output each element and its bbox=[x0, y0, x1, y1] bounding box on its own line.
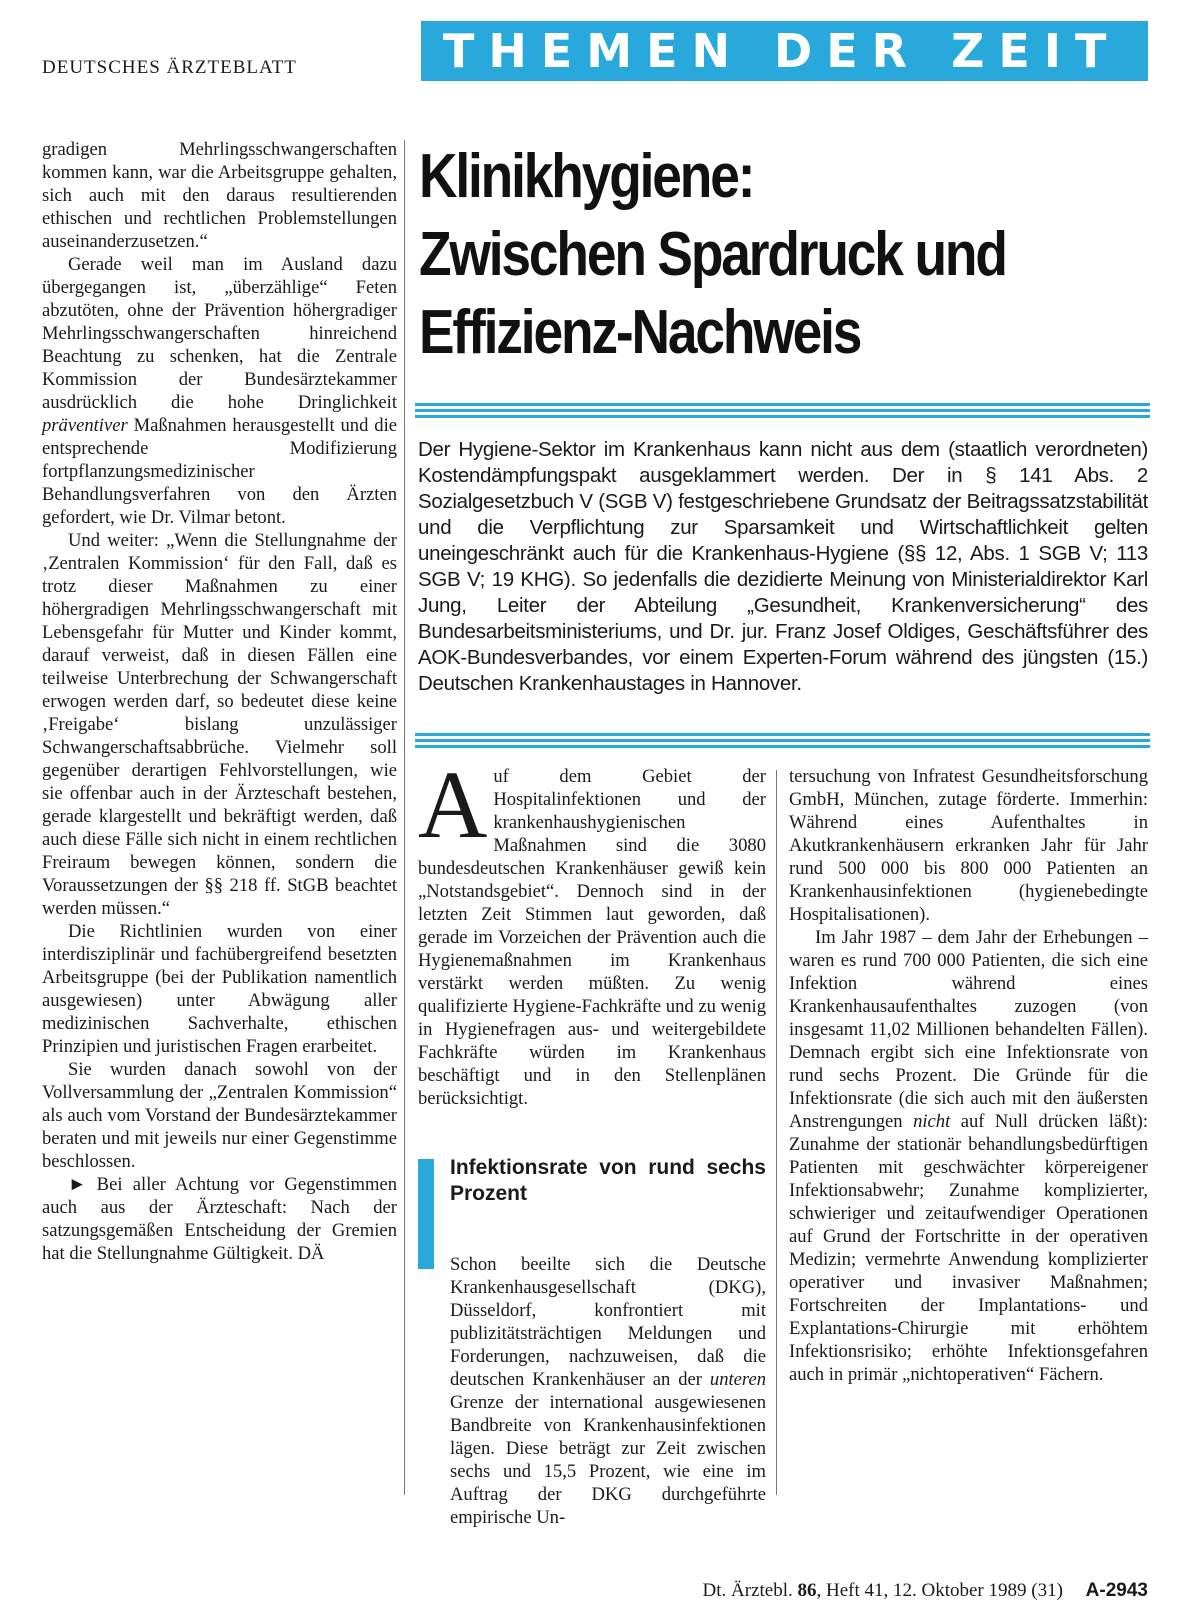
left-paragraph-1: gradigen Mehrlingsschwangerschaften kommen kann, war die Arbeitsgruppe gehalten, sich auch mit den daraus resultierenden ethischen und rechtlichen Problemstellungen auseinanderzusetzen.“ bbox=[42, 139, 397, 252]
lead-rule-top bbox=[415, 403, 1150, 421]
lead-paragraph: Der Hygiene-Sektor im Krankenhaus kann nicht aus dem (staatlich verordneten) Kostendämpfungspakt ausgeklammert werden. Der in § 141 Abs. 2 Sozialgesetzbuch V (SGB V) festgeschriebene Grundsatz der Beitragssatzstabilität und die Verpflichtung zur Sparsamkeit und Wirtschaftlichkeit gelten uneingeschränkt auch für die Krankenhaus-Hygiene (§§ 12, Abs. 1 SGB V; 113 SGB V; 19 KHG). So jedenfalls die dezidierte Meinung von Ministerialdirektor Karl Jung, Leiter der Abteilung „Gesundheit, Krankenversicherung“ des Bundesarbeitsministeriums, und Dr. jur. Franz Josef Oldiges, Geschäftsführer des AOK-Bundesverbandes, vor einem Experten-Forum während des jüngsten (15.) Deutschen Krankenhaustages in Hannover. bbox=[418, 438, 1148, 695]
middle-column bbox=[418, 751, 766, 1529]
right-column bbox=[789, 765, 1148, 1386]
headline-line-1: Klinikhygiene: bbox=[419, 142, 754, 211]
headline-line-2: Zwischen Spardruck und bbox=[419, 220, 1006, 289]
page-footer bbox=[703, 1580, 1149, 1602]
left-paragraph-5: Sie wurden danach sowohl von der Vollversammlung der „Zentralen Kommission“ als auch vom Vorstand der Bundesärztekammer beraten und mit jeweils nur einer Gegenstimme beschlossen. bbox=[42, 1059, 397, 1172]
left-paragraph-2: Gerade weil man im Ausland dazu übergegangen ist, „überzählige“ Feten abzutöten, ohne der Prävention höhergradiger Mehrlingsschwangerschaften hinreichend Beachtung zu schenken, hat die Zentrale Kommission der Bundesärztekammer ausdrücklich die hohe Dringlichkeit präventiver Maßnahmen herausgestellt und die entsprechende Modifizierung fortpflanzungsmedizinischer Behandlungsverfahren von den Ärzten gefordert, wie Dr. Vilmar betont. bbox=[42, 254, 397, 528]
right-paragraph-2: Im Jahr 1987 – dem Jahr der Erhebungen – waren es rund 700 000 Patienten, die sich eine Infektion während eines Krankenhausaufenthaltes zuzogen (von insgesamt 11,02 Millionen behandelten Fällen). Demnach ergibt sich eine Infektionsrate von rund sechs Prozent. Die Gründe für die Infektionsrate (die sich auch mit den äußersten Anstrengungen nicht auf Null drücken läßt): Zunahme der stationär behandlungsbedürftigen Patienten mit geschwächter körpereigener Infektionsabwehr; Zunahme komplizierter, schwieriger und zeitaufwendiger Operationen auf Grund der Fortschritte in der operativen Medizin; vermehrte Anwendung komplizierter operativer und invasiver Maßnahmen; Fortschreiten der Implantations- und Explantations-Chirurgie mit erhöhtem Infektionsrisiko; erhöhte Infektionsgefahren auch in primär „nichtoperativen“ Fächern. bbox=[789, 927, 1148, 1385]
body-paragraph-1 bbox=[418, 751, 766, 1110]
left-column bbox=[42, 138, 397, 1265]
citation-rest: , Heft 41, 12. Oktober 1989 (31) bbox=[816, 1580, 1063, 1601]
body-paragraph-2: Schon beeilte sich die Deutsche Krankenhausgesellschaft (DKG), Düsseldorf, konfrontiert mit publizitätsträchtigen Meldungen und Forderungen, nachzuweisen, daß die deutschen Krankenhäuser an der unteren Grenze der international ausgewiesenen Bandbreite von Krankenhausinfektionen lägen. Diese beträgt zur Zeit zwischen sechs und 15,5 Prozent, wie eine im Auftrag der DKG durchgeführte empirische Un- bbox=[450, 1254, 766, 1528]
citation-volume: 86 bbox=[797, 1580, 817, 1601]
body-paragraph-1-text: uf dem Gebiet der Hospitalinfektionen und der krankenhaushygienischen Maßnahmen sind die 3080 bundesdeutschen Krankenhäuser gewiß kein „Notstandsgebiet“. Dennoch sind in der letzten Zeit Stimmen laut geworden, daß gerade im Vorzeichen der Prävention auch die Hygienemaßnahmen im Krankenhaus verstärkt werden müßten. Zu wenig qualifizierte Hygiene-Fachkräfte und zu wenig in Hygienefragen aus- und weitergebildete Fachkräfte würden im Krankenhaus beschäftigt und in den Stellenplänen berücksichtigt. bbox=[418, 766, 766, 1109]
subhead: Infektionsrate von rund sechs Prozent bbox=[450, 1156, 766, 1205]
column-divider-right bbox=[776, 770, 777, 1495]
drop-cap: A bbox=[418, 751, 488, 858]
left-paragraph-6: ► Bei aller Achtung vor Gegenstimmen auch aus der Ärzteschaft: Nach der satzungsgemäßen Entscheidung der Gremien hat die Stellungnahme Gültigkeit. DÄ bbox=[42, 1174, 397, 1264]
left-paragraph-3: Und weiter: „Wenn die Stellungnahme der ‚Zentralen Kommission‘ für den Fall, daß es trotz dieser Maßnahmen zu einer höhergradigen Mehrlingsschwangerschaft mit Lebensgefahr für Mutter und Kinder kommt, darauf verweist, daß in diesen Fällen eine teilweise Unterbrechung der Schwangerschaft erwogen werden darf, so bedeutet diese keine ‚Freigabe‘ bislang unzulässiger Schwangerschaftsabbrüche. Vielmehr soll gegenüber derartigen Fehlvorstellungen, wie sie offenbar auch in der Ärzteschaft bestehen, gerade klargestellt und bekräftigt werden, daß auch diese Fälle sich nicht in einem rechtlichen Freiraum bewegen können, sondern die Voraussetzungen der §§ 218 ff. StGB beachtet werden müssen.“ bbox=[42, 530, 397, 919]
page-number: A-2943 bbox=[1085, 1580, 1148, 1601]
article-headline bbox=[419, 138, 1159, 372]
left-paragraph-4: Die Richtlinien wurden von einer interdisziplinär und fachübergreifend besetzten Arbeitsgruppe (bei der Publikation namentlich ausgewiesen) unter Abwägung aller medizinischen Sachverhalte, ethischen Prinzipien und juristischen Fragen erarbeitet. bbox=[42, 921, 397, 1057]
citation-prefix: Dt. Ärztebl. bbox=[702, 1580, 793, 1601]
lead-rule-bottom bbox=[415, 733, 1150, 751]
headline-line-3: Effizienz-Nachweis bbox=[419, 298, 861, 367]
column-divider-left bbox=[404, 140, 405, 1495]
subhead-block bbox=[418, 1155, 766, 1243]
section-banner: THEMEN DER ZEIT bbox=[421, 21, 1148, 81]
right-paragraph-1: tersuchung von Infratest Gesundheitsforschung GmbH, München, zutage förderte. Immerhin: Während eines Aufenthaltes in Akutkrankenhäusern erkranken Jahr für Jahr rund 500 000 bis 800 000 Patienten an Krankenhausinfektionen (hygienebedingte Hospitalisationen). bbox=[789, 766, 1148, 925]
publication-name: DEUTSCHES ÄRZTEBLATT bbox=[42, 57, 297, 78]
subhead-accent-bar bbox=[418, 1159, 434, 1269]
